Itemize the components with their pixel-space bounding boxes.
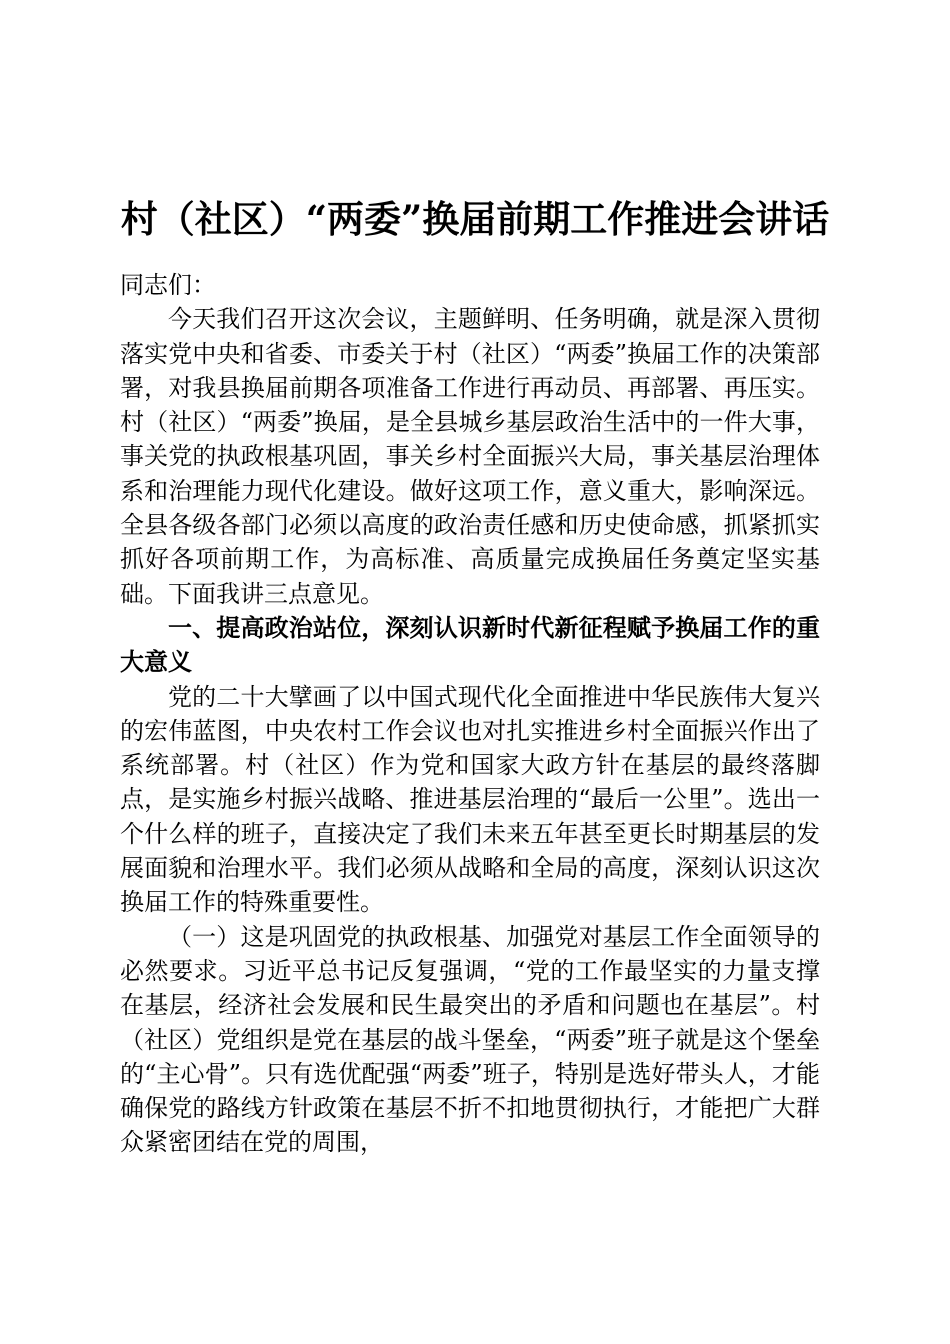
paragraph-subsection-1: （一）这是巩固党的执政根基、加强党对基层工作全面领导的必然要求。习近平总书记反复强调，“党的工作最坚实的力量支撑在基层，经济社会发展和民生最突出的矛盾和问题也在基层”。村（社区）党组织是党在基层的战斗堡垒，“两委”班子就是这个堡垒的“主心骨”。只有选优配强“两委”班子，特别是选好带头人，才能确保党的路线方针政策在基层不折不扣地贯彻执行，才能把广大群众紧密团结在党的周围， [120,922,820,1157]
document-title: 村（社区）“两委”换届前期工作推进会讲话 [120,197,830,241]
section-heading-1: 一、提高政治站位，深刻认识新时代新征程赋予换届工作的重大意义 [120,612,820,677]
salutation: 同志们： [120,271,216,299]
paragraph-intro: 今天我们召开这次会议，主题鲜明、任务明确，就是深入贯彻落实党中央和省委、市委关于村（社区）“两委”换届工作的决策部署，对我县换届前期各项准备工作进行再动员、再部署、再压实。村（社区）“两委”换届，是全县城乡基层政治生活中的一件大事，事关党的执政根基巩固，事关乡村全面振兴大局，事关基层治理体系和治理能力现代化建设。做好这项工作，意义重大，影响深远。全县各级各部门必须以高度的政治责任感和历史使命感，抓紧抓实抓好各项前期工作，为高标准、高质量完成换届任务奠定坚实基础。下面我讲三点意见。 [120,305,820,608]
paragraph-section-1: 党的二十大擘画了以中国式现代化全面推进中华民族伟大复兴的宏伟蓝图，中央农村工作会议也对扎实推进乡村全面振兴作出了系统部署。村（社区）作为党和国家大政方针在基层的最终落脚点，是实施乡村振兴战略、推进基层治理的“最后一公里”。选出一个什么样的班子，直接决定了我们未来五年甚至更长时期基层的发展面貌和治理水平。我们必须从战略和全局的高度，深刻认识这次换届工作的特殊重要性。 [120,682,820,917]
document-body [120,268,820,1160]
